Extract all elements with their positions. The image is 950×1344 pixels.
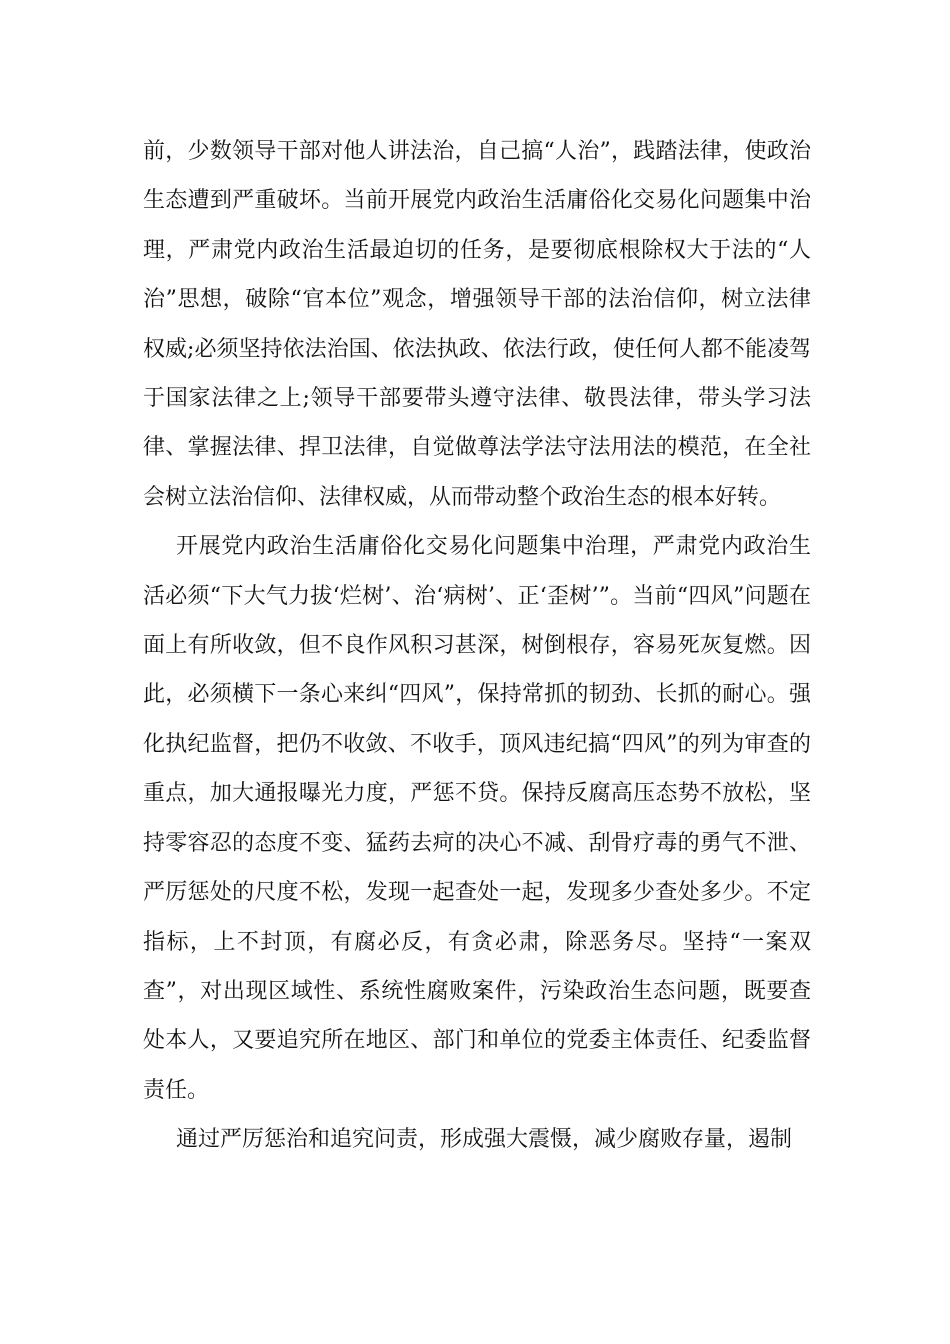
paragraph-3: 通过严厉惩治和追究问责，形成强大震慑，减少腐败存量，遏制	[176, 1127, 793, 1153]
paragraph-1: 前，少数领导干部对他人讲法治，自己搞“人治”，践踏法律，使政治生态遭到严重破坏。当前开展党内政治生活庸俗化交易化问题集中治理，严肃党内政治生活最迫切的任务，是要彻底根除权大于法的“人治”思想，破除“官本位”观念，增强领导干部的法治信仰，树立法律权威;必须坚持依法治国、依法执政、依法行政，使任何人都不能凌驾于国家法律之上;领导干部要带头遵守法律、敬畏法律，带头学习法律、掌握法律、捍卫法律，自觉做尊法学法守法用法的模范，在全社会树立法治信仰、法律权威，从而带动整个政治生态的根本好转。	[143, 139, 811, 510]
document-body	[143, 127, 811, 1165]
paragraph-2: 开展党内政治生活庸俗化交易化问题集中治理，严肃党内政治生活必须“下大气力拔‘烂树’、治‘病树’、正‘歪树’”。当前“四风”问题在面上有所收敛，但不良作风积习甚深，树倒根存，容易死灰复燃。因此，必须横下一条心来纠“四风”，保持常抓的韧劲、长抓的耐心。强化执纪监督，把仍不收敛、不收手，顶风违纪搞“四风”的列为审查的重点，加大通报曝光力度，严惩不贷。保持反腐高压态势不放松，坚持零容忍的态度不变、猛药去疴的决心不减、刮骨疗毒的勇气不泄、严厉惩处的尺度不松，发现一起查处一起，发现多少查处多少。不定指标，上不封顶，有腐必反，有贪必肃，除恶务尽。坚持“一案双查”，对出现区域性、系统性腐败案件，污染政治生态问题，既要查处本人，又要追究所在地区、部门和单位的党委主体责任、纪委监督责任。	[143, 534, 811, 1103]
